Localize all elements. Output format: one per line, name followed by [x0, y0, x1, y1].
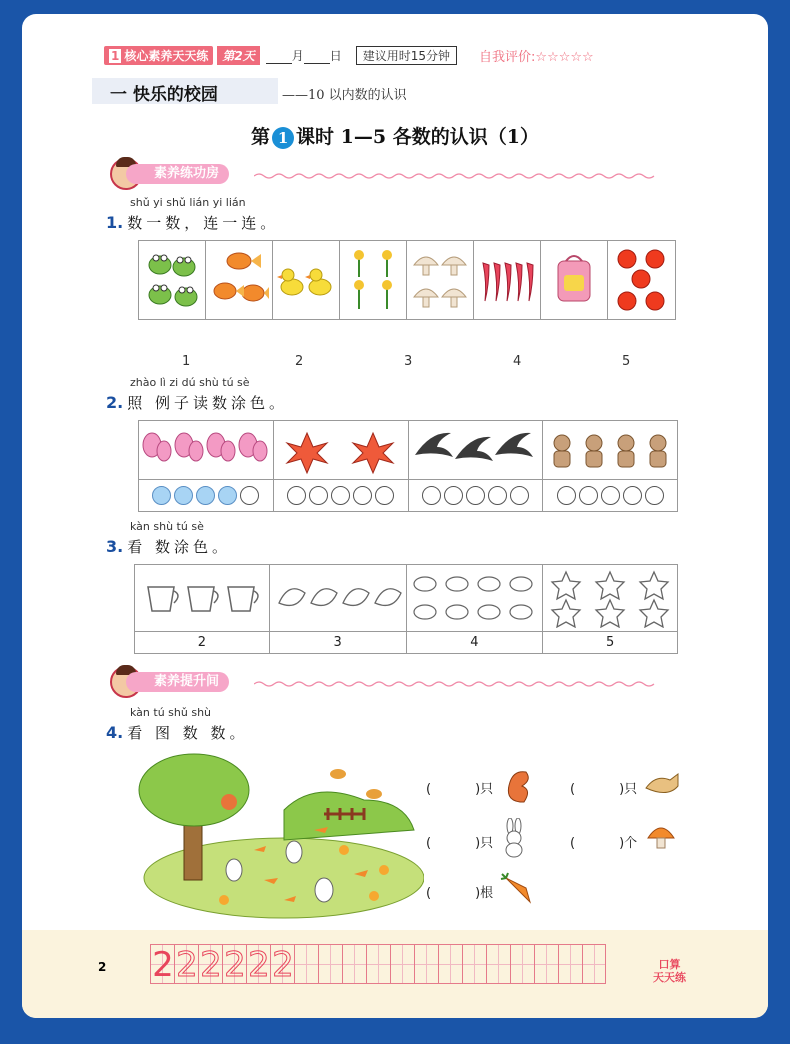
answer-mushroom[interactable]: ( )个 — [570, 836, 638, 851]
rabbit-icon — [500, 818, 530, 858]
fish-outline-icon — [409, 568, 539, 628]
lily-icon — [277, 425, 405, 475]
unit-title-banner — [92, 78, 278, 104]
lesson-number-badge: 1 — [272, 127, 294, 149]
q1-picture-row — [138, 240, 676, 320]
lilies-cell — [274, 421, 409, 479]
goldfish-cell[interactable] — [206, 241, 273, 319]
series-badge — [104, 46, 213, 65]
q3-label-4: 4 — [407, 632, 544, 653]
flying-birds-icon — [322, 764, 392, 814]
q3-label-5: 5 — [605, 635, 615, 650]
q1-num-3[interactable]: 3 — [404, 354, 413, 369]
q3-table — [134, 564, 678, 654]
answer-rabbit[interactable]: ( )只 — [426, 836, 494, 851]
lesson-title: 第 1 课时 1—5 各数的认识（1） — [251, 126, 539, 148]
swallow-icon — [411, 425, 539, 475]
wave-divider — [254, 680, 664, 688]
section-label: 素养练功房 — [126, 164, 229, 184]
date-field[interactable]: 月 日 — [266, 47, 342, 64]
frog-icon — [142, 245, 202, 315]
page-number: 2 — [98, 960, 107, 974]
bird-icon — [644, 770, 680, 800]
star-icon — [546, 568, 674, 628]
fish-outline-cell[interactable] — [407, 565, 544, 631]
schoolbag-cell[interactable] — [541, 241, 608, 319]
frogs-cell[interactable] — [139, 241, 206, 319]
circle-group-3 — [409, 480, 544, 511]
goldfish-icon — [209, 245, 269, 315]
mushrooms-cell[interactable] — [407, 241, 474, 319]
unit-title: 一 快乐的校园 — [110, 85, 218, 105]
circle-group-4 — [543, 480, 677, 511]
pepper-icon — [477, 245, 537, 315]
q1-num-4[interactable]: 4 — [513, 354, 522, 369]
bears-cell — [543, 421, 677, 479]
answer-bird[interactable]: ( )只 — [570, 782, 638, 797]
q3-label-3: 3 — [270, 632, 407, 653]
q1-num-5[interactable]: 5 — [622, 354, 631, 369]
butterflies-cell — [139, 421, 274, 479]
answer-squirrel[interactable]: ( )只 — [426, 782, 494, 797]
unit-subtitle: ——10 以内数的认识 — [282, 88, 407, 103]
schoolbag-icon — [544, 245, 604, 315]
page-header — [104, 46, 594, 64]
digit-writing-grid[interactable]: 2 2 2 2 2 2 — [150, 944, 606, 984]
mushroom-orange-icon — [646, 822, 676, 852]
q2-pinyin: zhào lì zi dú shù tú sè — [130, 376, 250, 389]
stars-cell[interactable] — [543, 565, 677, 631]
section-header-improve — [104, 672, 668, 694]
swallows-cell — [409, 421, 544, 479]
time-box: 建议用时15分钟 — [356, 46, 457, 65]
apples-cell[interactable] — [608, 241, 674, 319]
badge-num: 1 — [111, 48, 120, 63]
leaf-icon — [273, 573, 403, 623]
page-footer — [22, 930, 768, 1018]
q2-table — [138, 420, 678, 512]
worksheet-page — [22, 14, 768, 1018]
bear-icon — [546, 425, 674, 475]
duck-icon — [276, 245, 336, 315]
day-tag: 第2天 — [217, 46, 259, 65]
flower-icon — [343, 245, 403, 315]
apple-icon — [611, 245, 671, 315]
section-header-practice — [104, 164, 668, 186]
peppers-cell[interactable] — [474, 241, 541, 319]
brand-logo: 口算 天天练 — [653, 958, 686, 984]
q2-prompt: 2. 照 例子读数涂色。 — [106, 393, 288, 412]
q4-pinyin: kàn tú shǔ shù — [130, 706, 212, 719]
squirrel-icon — [500, 764, 536, 804]
wave-divider — [254, 172, 664, 180]
q1-prompt: 1. 数一数，连一连。 — [106, 213, 280, 232]
ducks-cell[interactable] — [273, 241, 340, 319]
section-label: 素养提升间 — [126, 672, 229, 692]
self-eval-stars[interactable]: 自我评价:☆☆☆☆☆ — [479, 49, 594, 65]
q1-num-2[interactable]: 2 — [295, 354, 304, 369]
leaves-cell[interactable] — [270, 565, 407, 631]
circle-group-2 — [274, 480, 409, 511]
answer-carrot[interactable]: ( )根 — [426, 886, 494, 901]
cups-cell[interactable] — [135, 565, 270, 631]
q4-prompt: 4. 看 图 数 数。 — [106, 723, 249, 742]
mushroom-icon — [410, 245, 470, 315]
q3-label-2: 2 — [135, 632, 270, 653]
butterfly-icon — [142, 425, 270, 475]
flowers-cell[interactable] — [340, 241, 407, 319]
q1-pinyin: shǔ yi shǔ lián yi lián — [130, 196, 246, 209]
q1-num-1[interactable]: 1 — [182, 354, 191, 369]
badge-text: 核心素养天天练 — [124, 48, 209, 63]
q3-prompt: 3. 看 数涂色。 — [106, 537, 231, 556]
cup-icon — [138, 573, 266, 623]
carrot-icon — [500, 872, 534, 906]
circle-group-1 — [139, 480, 274, 511]
q3-pinyin: kàn shù tú sè — [130, 520, 204, 533]
